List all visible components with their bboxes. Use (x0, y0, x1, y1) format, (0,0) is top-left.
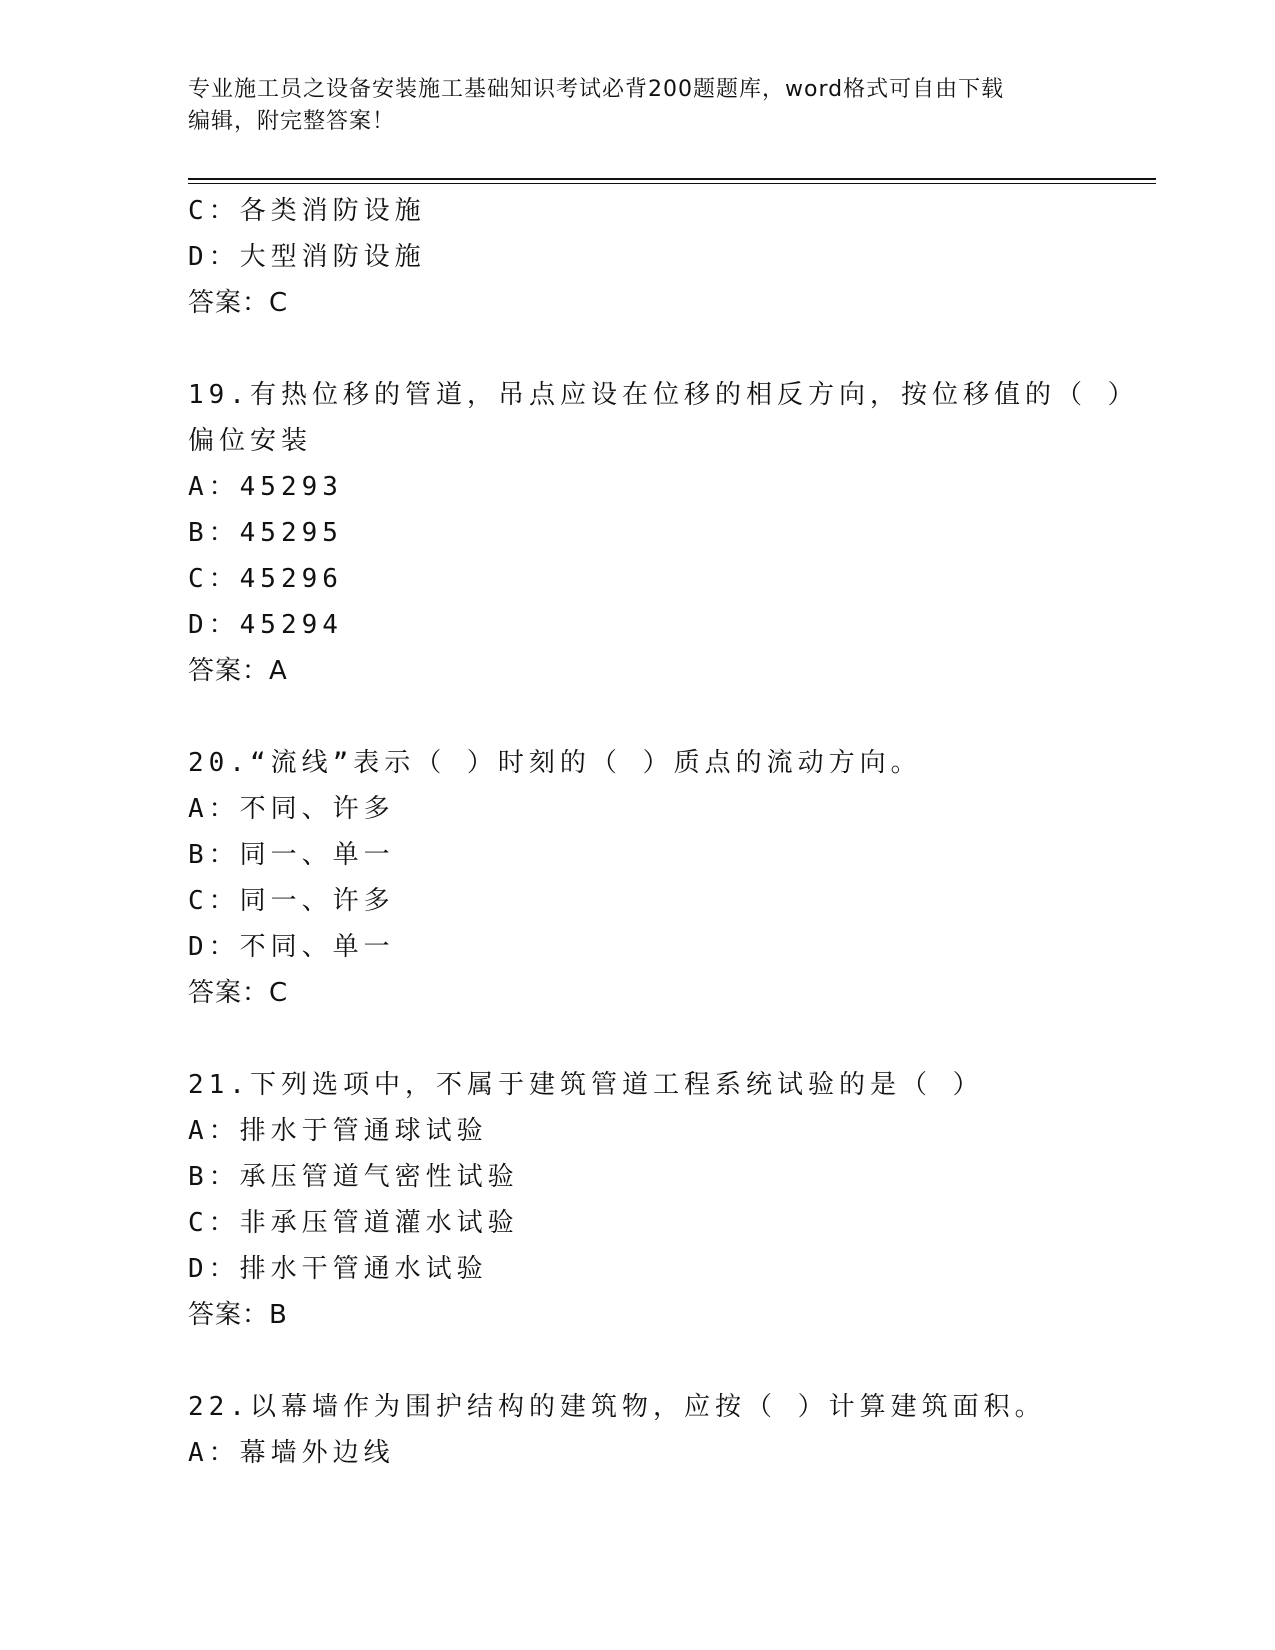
question-20 (188, 740, 1148, 1016)
header-divider-thick (188, 178, 1156, 180)
question-stem: 20.“流线”表示（ ）时刻的（ ）质点的流动方向。 (188, 748, 922, 778)
option-a: A：幕墙外边线 (188, 1438, 395, 1468)
question-18 (188, 188, 1148, 326)
header-title-line-1: 专业施工员之设备安装施工基础知识考试必背200题题库，word格式可自由下载 (188, 77, 1005, 102)
option-d: D：排水干管通水试验 (188, 1254, 488, 1284)
option-a: A：不同、许多 (188, 794, 395, 824)
header-divider-thin (188, 183, 1156, 184)
option-a: A：45293 (188, 472, 343, 502)
question-22 (188, 1384, 1148, 1476)
option-d: D：不同、单一 (188, 932, 395, 962)
question-21 (188, 1062, 1148, 1338)
question-stem-continued: 偏位安装 (188, 426, 313, 456)
option-d: D：大型消防设施 (188, 242, 426, 272)
spacer (188, 694, 1148, 740)
answer-line: 答案：B (188, 1300, 288, 1330)
header-title-line-2: 编辑，附完整答案！ (188, 109, 396, 134)
spacer (188, 1016, 1148, 1062)
option-a: A：排水于管通球试验 (188, 1116, 488, 1146)
question-stem: 22.以幕墙作为围护结构的建筑物，应按（ ）计算建筑面积。 (188, 1392, 1046, 1422)
option-b: B：承压管道气密性试验 (188, 1162, 519, 1192)
spacer (188, 326, 1148, 372)
option-c: C：同一、许多 (188, 886, 395, 916)
document-header (188, 74, 1088, 138)
question-list (188, 188, 1148, 1476)
option-b: B：同一、单一 (188, 840, 395, 870)
question-stem: 19.有热位移的管道，吊点应设在位移的相反方向，按位移值的（ ） (188, 380, 1139, 410)
answer-line: 答案：C (188, 978, 289, 1008)
option-c: C：45296 (188, 564, 343, 594)
answer-line: 答案：C (188, 288, 289, 318)
option-b: B：45295 (188, 518, 343, 548)
option-c: C：各类消防设施 (188, 196, 426, 226)
option-c: C：非承压管道灌水试验 (188, 1208, 519, 1238)
spacer (188, 1338, 1148, 1384)
question-19 (188, 372, 1148, 694)
answer-line: 答案：A (188, 656, 288, 686)
question-stem: 21.下列选项中，不属于建筑管道工程系统试验的是（ ） (188, 1070, 984, 1100)
option-d: D：45294 (188, 610, 343, 640)
